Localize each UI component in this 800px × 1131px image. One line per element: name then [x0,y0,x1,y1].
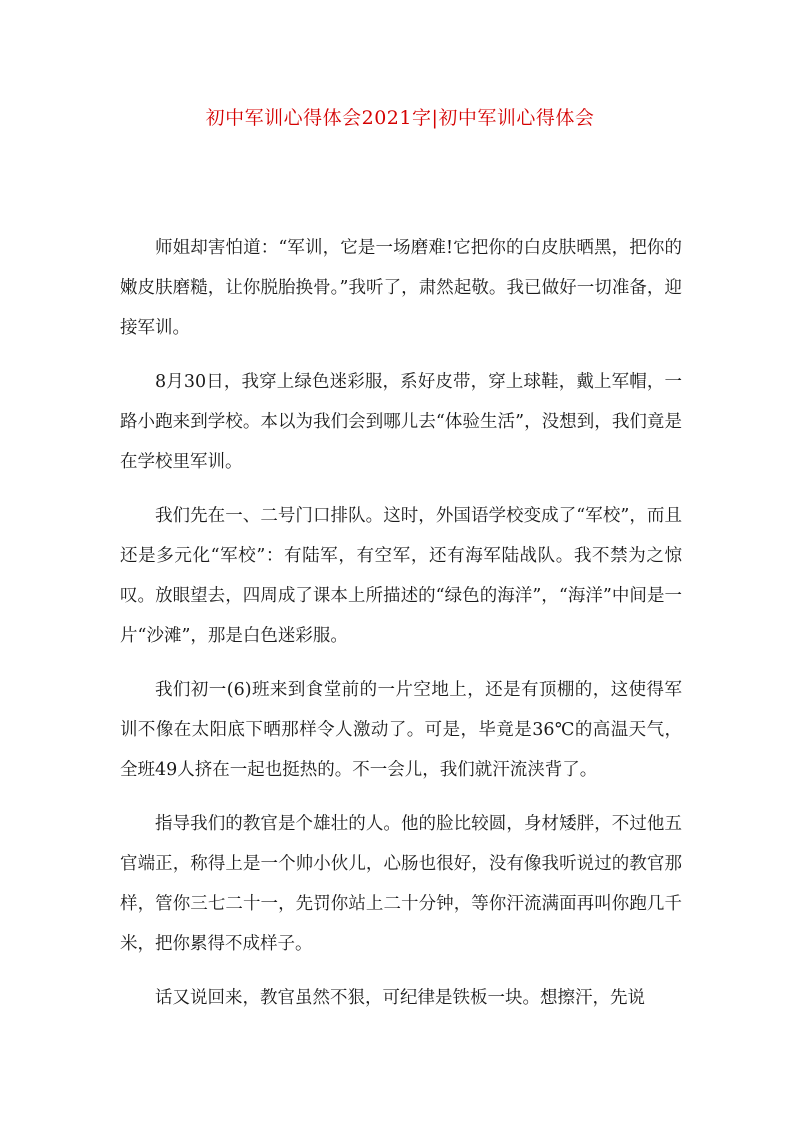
paragraph-6: 话又说回来，教官虽然不狠，可纪律是铁板一块。想擦汗，先说 [155,988,645,1008]
paragraph-5: 指导我们的教官是个雄壮的人。他的脸比较圆，身材矮胖，不过他五官端正，称得上是一个帅小伙儿，心肠也很好，没有像我听说过的教官那样，管你三七二十一，先罚你站上二十分钟，等你汗流满面再叫你跑几千米，把你累得不成样子。 [120,814,682,954]
paragraph-3: 我们先在一、二号门口排队。这时，外国语学校变成了“军校”，而且还是多元化“军校”：有陆军，有空军，还有海军陆战队。我不禁为之惊叹。放眼望去，四周成了课本上所描述的“绿色的海洋”，“海洋”中间是一片“沙滩”，那是白色迷彩服。 [120,506,682,646]
paragraph-2: 8月30日，我穿上绿色迷彩服，系好皮带，穿上球鞋，戴上军帽，一路小跑来到学校。本以为我们会到哪儿去“体验生活”，没想到，我们竟是在学校里军训。 [120,372,682,472]
document-body [120,228,682,1032]
paragraph-1: 师姐却害怕道：“军训，它是一场磨难!它把你的白皮肤晒黑，把你的嫩皮肤磨糙，让你脱胎换骨。”我听了，肃然起敬。我已做好一切准备，迎接军训。 [120,238,682,338]
paragraph-4: 我们初一(6)班来到食堂前的一片空地上，还是有顶棚的，这使得军训不像在太阳底下晒那样令人激动了。可是，毕竟是36℃的高温天气，全班49人挤在一起也挺热的。不一会儿，我们就汗流浃背了。 [120,680,682,780]
document-title: 初中军训心得体会2021字|初中军训心得体会 [205,107,595,129]
